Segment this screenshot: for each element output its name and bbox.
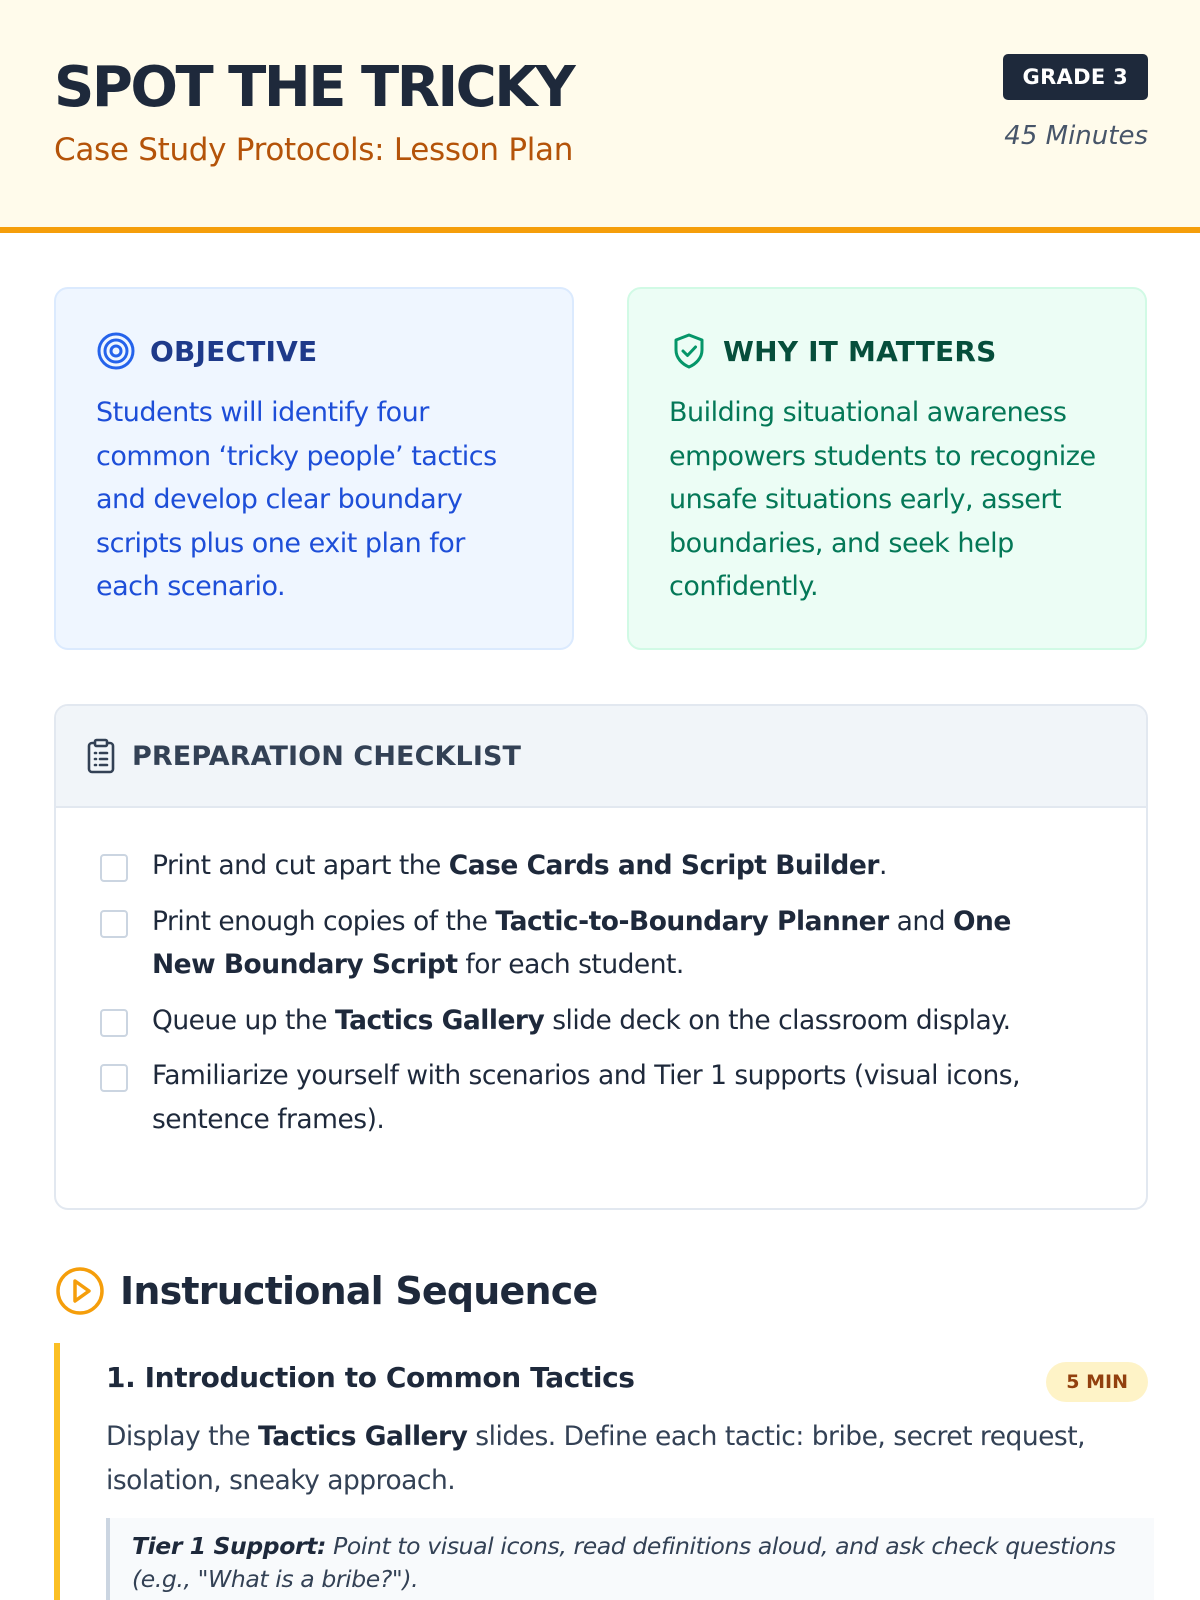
checklist-item [100,905,1116,987]
checklist-checkbox[interactable] [100,1064,128,1092]
checklist-item-text: Queue up the Tactics Gallery slide deck on the classroom display. [152,1004,1011,1036]
preparation-checklist [54,704,1148,1210]
checklist-item-text: Print enough copies of the Tactic-to-Boundary Planner and One New Boundary Script for each student. [152,905,1011,980]
checklist-heading: PREPARATION CHECKLIST [132,740,522,772]
shield-check-icon [669,331,709,371]
grade-badge: GRADE 3 [1003,54,1148,100]
checklist-items [56,808,1146,1141]
clipboard-icon [86,738,116,774]
checklist-checkbox[interactable] [100,1009,128,1037]
objective-card [54,287,574,650]
checklist-header [56,706,1146,808]
why-it-matters-header [669,329,1105,373]
checklist-checkbox[interactable] [100,854,128,882]
checklist-item [100,852,1116,888]
objective-header [96,329,532,373]
objective-text: Students will identify four common ‘tricky people’ tactics and develop clear boundary scripts plus one exit plan for each scenario. [96,397,497,602]
step-title: 1. Introduction to Common Tactics [106,1361,635,1394]
lesson-duration: 45 Minutes [1004,121,1148,151]
lesson-header [0,0,1200,233]
sequence-step [54,1343,1148,1600]
why-it-matters-heading: WHY IT MATTERS [723,334,997,368]
instructional-sequence-heading: Instructional Sequence [120,1269,598,1313]
page-subtitle: Case Study Protocols: Lesson Plan [54,132,574,168]
step-duration-badge: 5 MIN [1046,1362,1148,1402]
why-it-matters-text: Building situational awareness empowers students to recognize unsafe situations early, assert boundaries, and seek help confidently. [669,397,1096,602]
checklist-checkbox[interactable] [100,910,128,938]
step-description: Display the Tactics Gallery slides. Define each tactic: bribe, secret request, isolation, sneaky approach. [106,1421,1086,1496]
checklist-item [100,1004,1116,1043]
checklist-item-text: Print and cut apart the Case Cards and Script Builder. [152,850,887,881]
target-icon [96,331,136,371]
checklist-item-text: Familiarize yourself with scenarios and Tier 1 supports (visual icons, sentence frames). [152,1060,1021,1135]
page-title: SPOT THE TRICKY [54,55,574,120]
support-text: Point to visual icons, read definitions aloud, and ask check questions (e.g., "What is a bribe?"). [132,1532,1116,1593]
instructional-sequence-header [54,1263,597,1319]
tier1-support-note [106,1518,1154,1600]
why-it-matters-card [627,287,1147,650]
objective-heading: OBJECTIVE [150,334,318,368]
support-label: Tier 1 Support: [132,1532,326,1560]
play-circle-icon [54,1265,106,1317]
checklist-item [100,1062,1116,1141]
